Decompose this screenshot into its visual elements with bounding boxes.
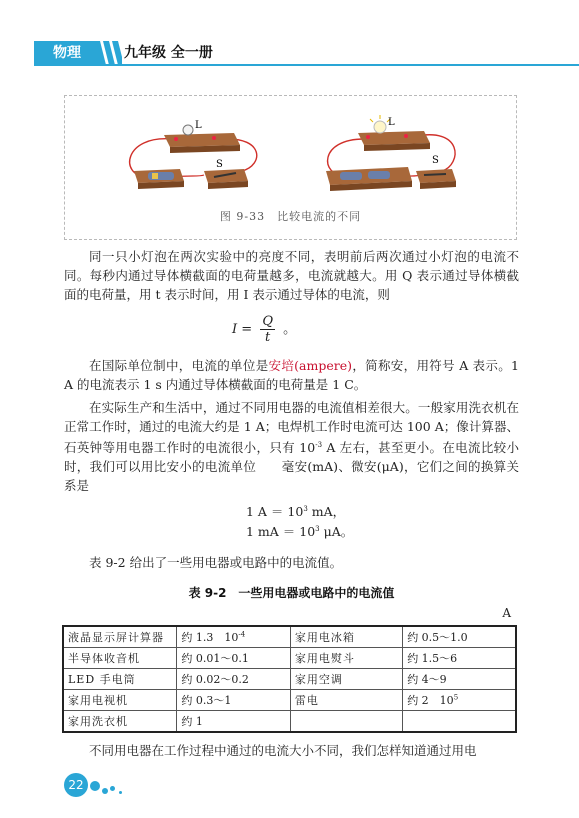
appliance-name-cell [63,669,177,690]
footer-dot [110,786,115,791]
cell-text: 约 0.02～0.2 [181,673,249,686]
appliance-name-cell [63,711,177,733]
cell-text: 约 0.5～1.0 [407,631,468,644]
current-value-cell [177,648,290,669]
p3-text-a: 在实际生产和生活中，通过不同用电器的电流值相差很大。一般家用洗衣机在正常工作时，通过的电流大约是 1 A；电焊机工作时电流可达 100 A；像计算器、石英钟等用电器工作时的电流很小，只有 10 [64,400,519,456]
table-row [63,648,516,669]
current-value-cell [177,711,290,733]
eq1-b: mA， [307,504,346,519]
bulb-label: L [388,117,395,128]
eq2-a: 1 mA ＝ 10 [246,524,316,539]
switch-label: S [432,155,439,166]
paragraph-table-intro: 表 9-2 给出了一些用电器或电路中的电流值。 [89,555,343,570]
p3-text-b: A 左右，甚至更小。在电流比较小时，我们可以用比安小的电流单位 毫安(mA)、微安(μA)，它们之间的换算关系是 [64,440,519,494]
table-row [63,669,516,690]
table-row [63,690,516,711]
subject-tab: 物理 [34,41,100,65]
eq2-b: μA。 [319,524,354,539]
p3-exponent: -3 [315,441,323,449]
cell-text: 约 1.5～6 [407,652,458,665]
paragraph-current-definition: 同一只小灯泡在两次实验中的亮度不同，表明前后两次通过小灯泡的电流不同。每秒内通过导体横截面的电荷量越多，电流就越大。用 Q 表示通过导体横截面的电荷量，用 t 表示时间，用 I 表示通过导体的电流，则 [64,249,519,302]
cell-text: 约 0.3～1 [181,694,232,707]
switch-label: S [216,159,223,170]
current-value-cell [403,690,516,711]
footer-dot [90,781,100,791]
cell-text: 雷电 [294,694,319,707]
footer-dot [119,791,122,794]
appliance-name-cell [63,690,177,711]
eq2-exp: 3 [315,524,320,533]
header-rule [34,64,579,66]
current-formula [232,314,296,345]
appliance-name-cell [63,648,177,669]
cell-text: 约 4～9 [407,673,447,686]
current-value-cell [403,626,516,648]
current-value-cell [177,669,290,690]
bulb-label: L [195,120,202,131]
current-value-cell [403,711,516,733]
table-title: 表 9-2 一些用电器或电路中的电流值 [188,586,395,600]
footer-dot [102,788,108,794]
cell-text: 家用电视机 [68,694,128,707]
paragraph-real-life [64,398,519,495]
p2-text-a: 在国际单位制中，电流的单位是 [89,358,269,373]
table-row [63,626,516,648]
cell-text: 约 1.3 10 [181,631,239,644]
eq1-exp: 3 [303,504,308,513]
cell-text: 约 1 [181,715,203,728]
eq1-a: 1 A ＝ 10 [246,504,304,519]
cell-text: 半导体收音机 [68,652,140,665]
formula-denominator: t [265,330,271,345]
cell-text: 家用电熨斗 [294,652,355,665]
current-value-cell [177,626,290,648]
page-number: 22 [64,773,88,797]
book-title: 九年级 全一册 [124,45,213,61]
paragraph-unit [64,356,519,394]
paragraph-closing: 不同用电器在工作过程中通过的电流大小不同，我们怎样知道通过用电 [89,743,477,758]
table-row [63,711,516,733]
equation-ma-ua [246,522,353,540]
formula-lhs: I = [232,322,253,337]
cell-text: 液晶显示屏计算器 [68,631,164,644]
current-values-table [62,625,517,733]
appliance-name-cell [290,711,402,733]
current-value-cell [177,690,290,711]
current-value-cell [403,648,516,669]
p2-text-b: ，简称安，用符号 A 表示。1 A 的电流表示 1 s 内通过导体横截面的电荷量是 1 C。 [64,358,519,392]
right-circuit [326,115,456,191]
appliance-name-cell [290,626,402,648]
appliance-name-cell [290,690,402,711]
appliance-name-cell [290,669,402,690]
current-value-cell [403,669,516,690]
equation-a-ma [246,502,345,520]
cell-text: 家用洗衣机 [68,715,128,728]
cell-text: 约 2 10 [407,694,454,707]
cell-text: LED 手电筒 [68,673,136,686]
cell-text: 家用空调 [294,673,343,686]
left-circuit [130,120,257,189]
formula-fraction [260,314,275,345]
table-unit: A [502,606,511,620]
cell-exponent: 5 [453,693,459,702]
cell-text: 家用电冰箱 [294,631,355,644]
appliance-name-cell [290,648,402,669]
header-stripes-decoration [92,41,122,65]
cell-text: 约 0.01～0.1 [181,652,249,665]
circuit-illustration [64,95,517,207]
formula-numerator: Q [262,314,273,329]
figure-caption: 图 9-33 比较电流的不同 [219,210,362,223]
appliance-name-cell [63,626,177,648]
term-ampere: 安培(ampere) [268,358,353,373]
cell-exponent: -4 [238,630,246,639]
formula-end: 。 [283,322,297,337]
